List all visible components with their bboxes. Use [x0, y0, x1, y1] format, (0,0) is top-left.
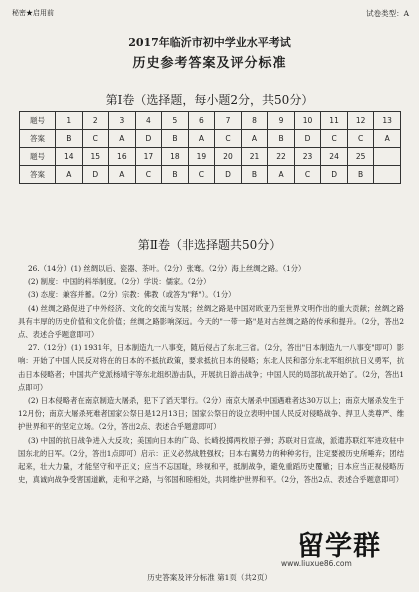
table-cell: 17: [135, 148, 162, 166]
table-cell: 5: [162, 112, 189, 130]
table-cell: 8: [241, 112, 268, 130]
table-cell: C: [321, 130, 348, 148]
table-cell: B: [162, 166, 189, 184]
watermark-url: www.liuxue86.com: [281, 559, 352, 568]
table-cell: [374, 166, 401, 184]
answer-paragraph: (3) 中国的抗日战争进入大反攻；美国向日本的广岛、长崎投掷两枚原子弹；苏联对日宣战，派遣苏联红军进攻驻中国东北的日军。（2分，答出1点即可）启示：正义必然战胜强权；日本右翼势力的种种劣行，注定要被历史所唾弃；团结起来，壮大力量，才能坚守和平正义；应当不忘国耻，珍视和平，抵制战争，避免重蹈历史覆辙；日本应当正视侵略历史，真诚向战争受害国道歉，走和平之路，与邻国和睦相处，共同维护世界和平。（2分，答出2点、表述合乎题意即可）: [18, 435, 404, 485]
answer-paragraph: (2) 制度：中国的科举制度。（2分）学说：儒家。（2分）: [28, 277, 211, 287]
table-cell: C: [82, 130, 109, 148]
table-cell: C: [188, 166, 215, 184]
section-1-heading: 第Ⅰ卷（选择题，每小题2分，共50分）: [105, 93, 314, 107]
answer-table: [19, 111, 401, 184]
table-cell: 21: [241, 148, 268, 166]
table-cell: 15: [82, 148, 109, 166]
table-cell: 6: [188, 112, 215, 130]
table-cell: D: [294, 130, 321, 148]
exam-title: 2017年临沂市初中学业水平考试: [128, 36, 291, 49]
table-cell: B: [162, 130, 189, 148]
table-cell: 24: [321, 148, 348, 166]
table-cell: C: [347, 130, 374, 148]
document-title: 历史参考答案及评分标准: [132, 56, 287, 71]
table-cell: A: [109, 130, 136, 148]
table-row: [20, 130, 401, 148]
table-cell: 2: [82, 112, 109, 130]
table-cell: A: [56, 166, 83, 184]
table-cell: B: [56, 130, 83, 148]
page-footer: 历史答案及评分标准 第1页（共2页）: [147, 573, 272, 582]
section-2-heading: 第Ⅱ卷（非选择题共50分）: [137, 238, 282, 252]
table-cell: C: [215, 130, 242, 148]
table-cell: D: [135, 130, 162, 148]
table-cell: A: [374, 130, 401, 148]
table-row: [20, 166, 401, 184]
table-cell: A: [109, 166, 136, 184]
table-cell: 12: [347, 112, 374, 130]
table-cell: A: [188, 130, 215, 148]
table-cell: 18: [162, 148, 189, 166]
table-cell: C: [294, 166, 321, 184]
table-cell: 7: [215, 112, 242, 130]
answer-paragraph: (4) 丝绸之路促进了中外经济、文化的交流与发展；丝绸之路是中国对欧亚乃至世界文明作出的重大贡献；丝绸之路具有丰厚的历史价值和文化价值；丝绸之路影响深远。今天的"一带一路"是对古丝绸之路的传承和提升。（2分，答出2点、表述合乎题意即可）: [18, 303, 404, 340]
table-cell: D: [321, 166, 348, 184]
row-header-cell: 答案: [20, 166, 56, 184]
table-cell: B: [241, 166, 268, 184]
watermark-logo: [281, 524, 401, 574]
table-cell: 10: [294, 112, 321, 130]
watermark-brand: 留学群: [297, 531, 381, 562]
table-cell: [374, 148, 401, 166]
table-cell: 19: [188, 148, 215, 166]
answer-paragraph: 27.（12分）(1) 1931年，日本制造九一八事变，随后侵占了东北三省。（2分，答出"日本制造九一八事变"即可）影响：开始了中国人民反对将在的日本的不抵抗政策，要求抵抗日本的侵略；东北人民和部分东北军组织抗日义勇军，抗击日本侵略者；中国共产党派杨靖宇等东北组织游击队，开展抗日游击战争；中国人民的局部抗战开始了。（2分，答出1点即可）: [18, 343, 404, 392]
row-header-cell: 题号: [20, 148, 56, 166]
paper-type-label: 试卷类型：A: [366, 9, 409, 18]
answer-paragraph: (2) 日本侵略者在南京制造大屠杀，犯下了滔天罪行。（2分）南京大屠杀中国遇难者达30万以上；南京大屠杀发生于12月份；南京大屠杀死难者国家公祭日是12月13日；国家公祭日的设立表明中国人民反对侵略战争、捍卫人类尊严、维护世界和平的坚定立场。（2分，答出2点、表述合乎题意即可）: [18, 396, 404, 432]
answer-paragraph: 26.（14分）(1) 丝绸以后、瓷器、茶叶。（2分）张骞。（2分）海上丝绸之路。（1分）: [28, 264, 306, 273]
table-cell: 25: [347, 148, 374, 166]
table-cell: B: [268, 130, 295, 148]
table-cell: 4: [135, 112, 162, 130]
table-cell: 9: [268, 112, 295, 130]
confidential-label: 秘密★启用前: [12, 9, 54, 17]
table-cell: 23: [294, 148, 321, 166]
table-cell: 1: [56, 112, 83, 130]
row-header-cell: 题号: [20, 112, 56, 130]
table-cell: 13: [374, 112, 401, 130]
row-header-cell: 答案: [20, 130, 56, 148]
table-cell: 20: [215, 148, 242, 166]
table-cell: C: [135, 166, 162, 184]
table-cell: 22: [268, 148, 295, 166]
answer-paragraph: (3) 态度：兼容并蓄。（2分）宗教：佛教（或答为"释"）。（1分）: [28, 290, 236, 300]
table-row: [20, 148, 401, 166]
table-cell: 3: [109, 112, 136, 130]
table-cell: B: [347, 166, 374, 184]
table-cell: D: [82, 166, 109, 184]
table-cell: A: [268, 166, 295, 184]
table-cell: A: [241, 130, 268, 148]
table-cell: 14: [56, 148, 83, 166]
answer-text: [18, 262, 404, 486]
table-cell: 16: [109, 148, 136, 166]
table-row: [20, 112, 401, 130]
table-cell: D: [215, 166, 242, 184]
table-cell: 11: [321, 112, 348, 130]
